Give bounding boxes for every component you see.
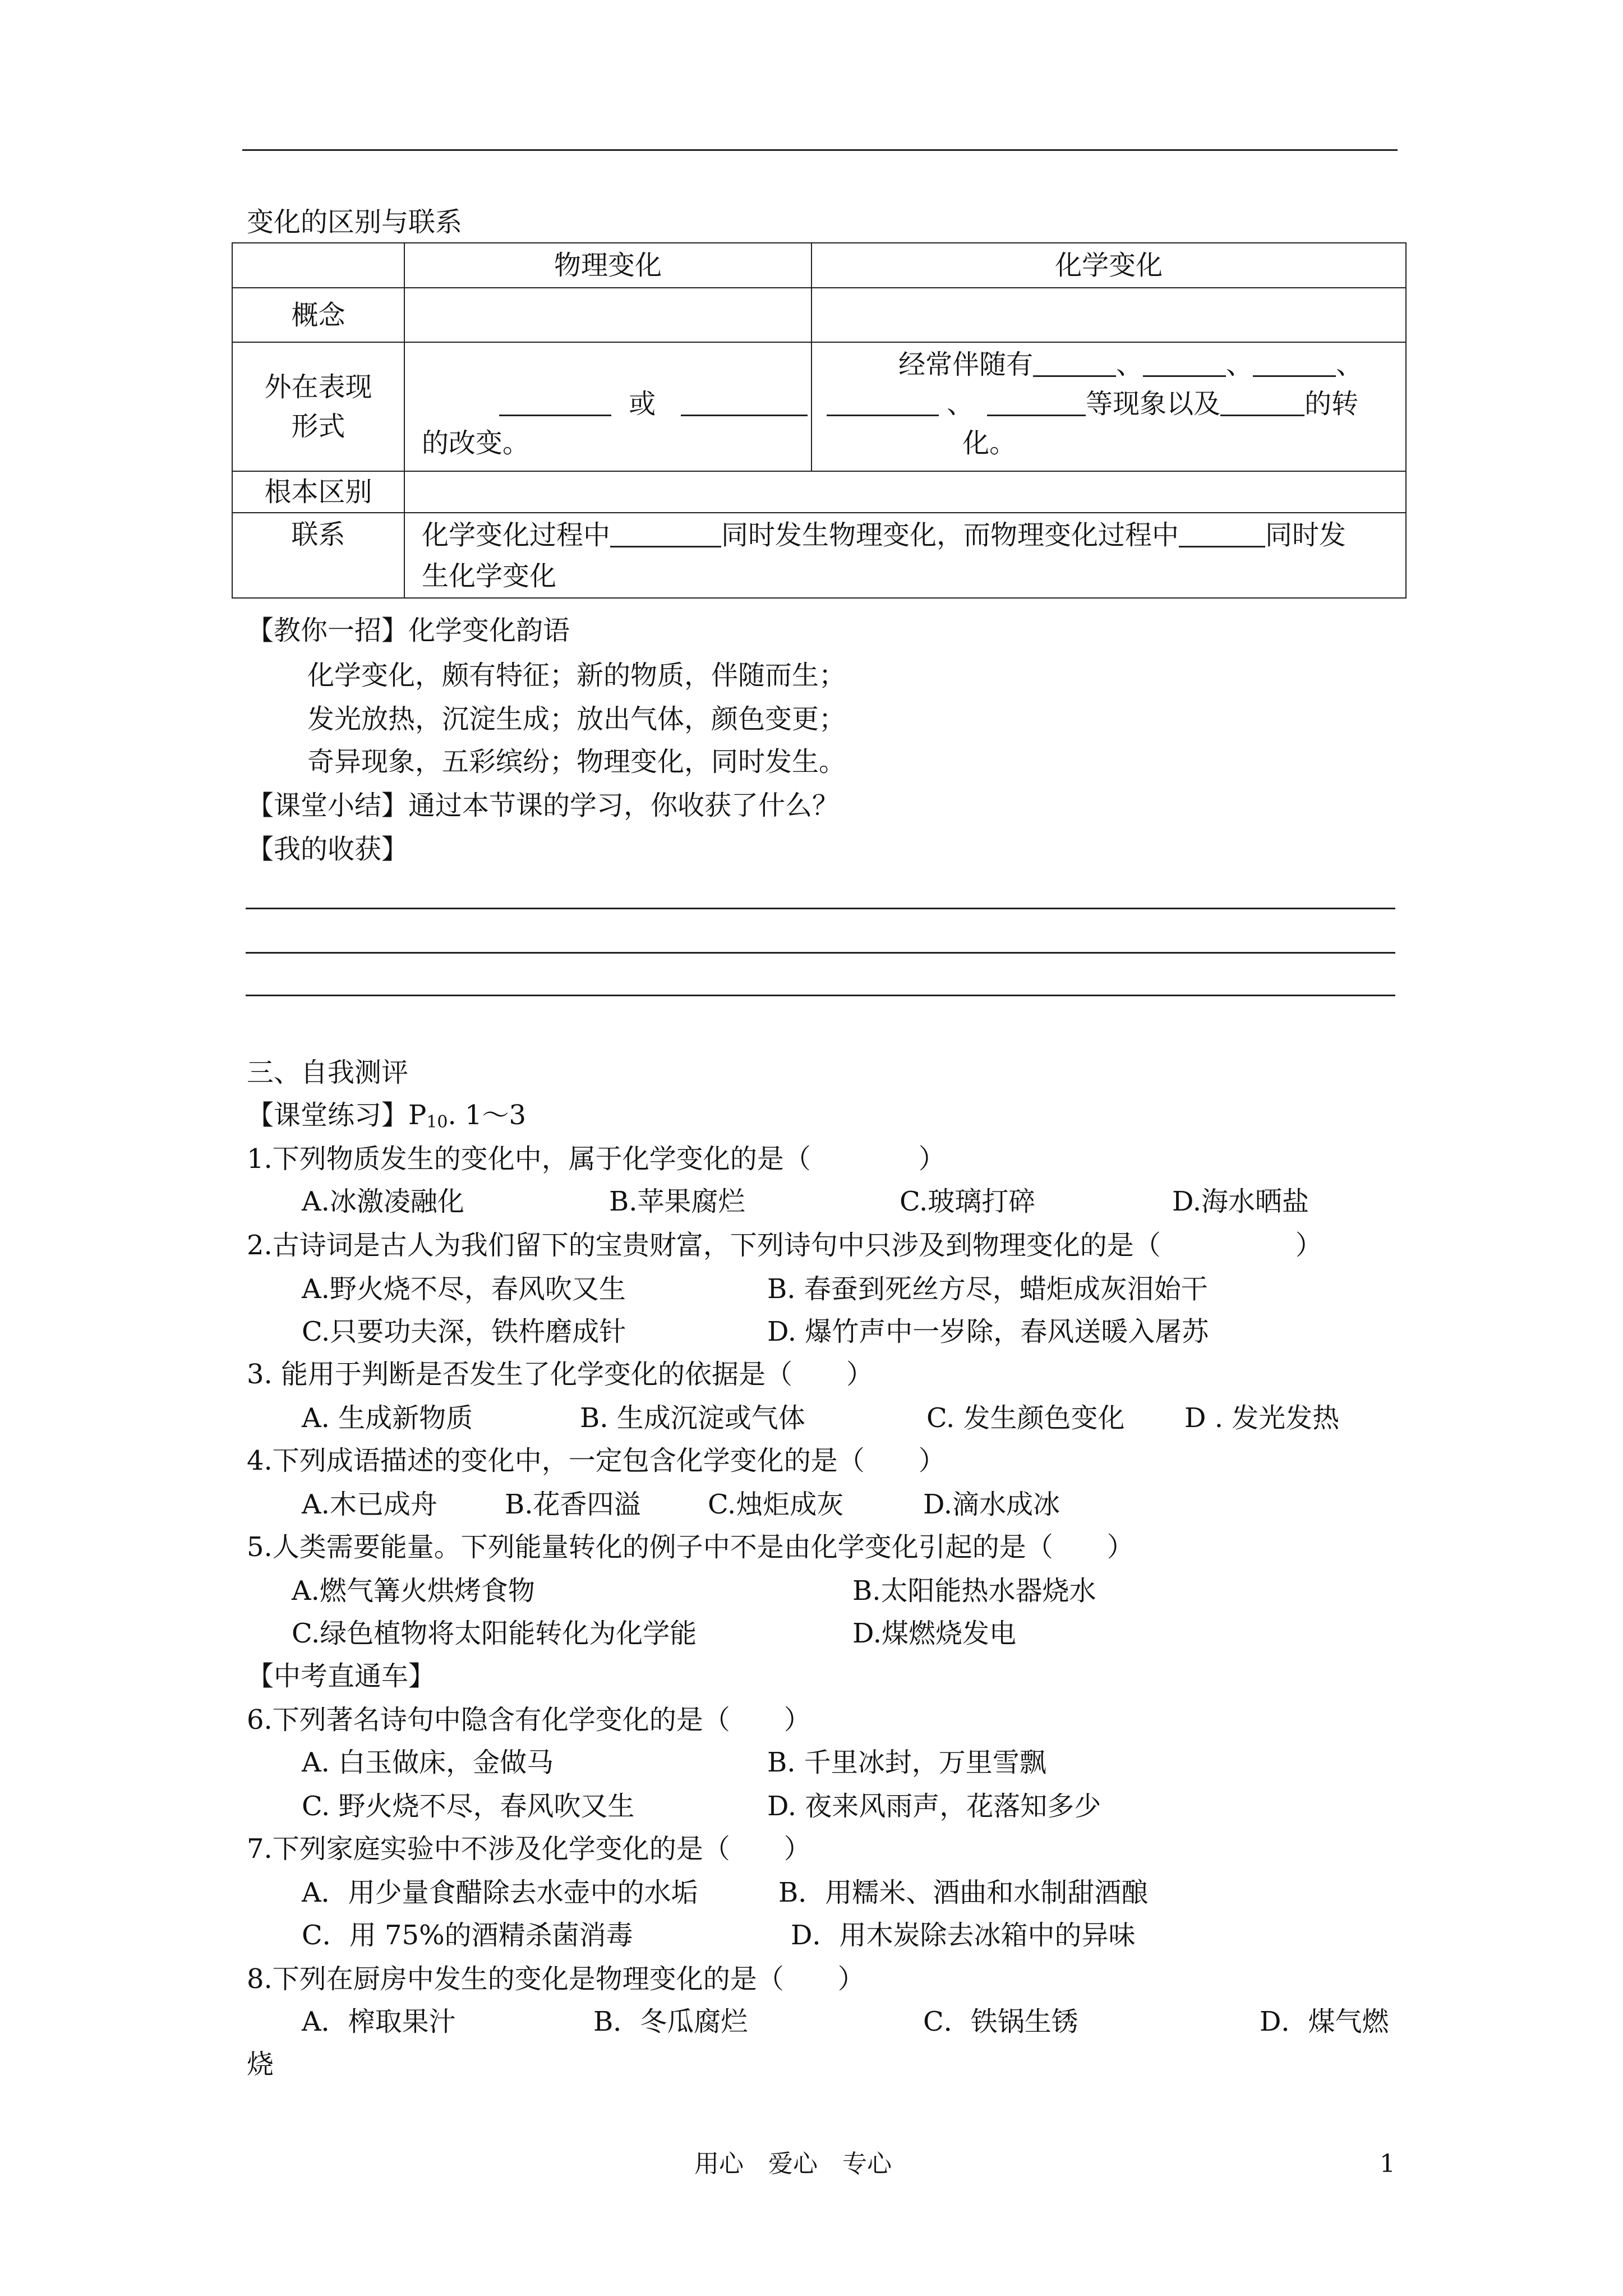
appearance-physical-cell [404, 342, 811, 471]
blank-chemical-2[interactable] [1143, 351, 1226, 377]
separator-text: 、 [947, 388, 974, 420]
header-rule [242, 149, 1398, 151]
q3-option-c[interactable]: C. 发生颜色变化 [926, 1402, 1125, 1434]
exam-heading: 【中考直通车】 [247, 1660, 436, 1692]
difference-cell [404, 471, 1406, 513]
q3-option-a[interactable]: A. 生成新物质 [302, 1402, 473, 1434]
answer-line-3[interactable] [246, 995, 1395, 996]
q3-option-d[interactable]: D . 发光发热 [1184, 1402, 1340, 1434]
relation-text-c: 同时发 [1265, 519, 1346, 551]
blank-chemical-3[interactable] [1253, 351, 1336, 377]
comparison-table [232, 242, 1407, 599]
physical-or-text: 或 [629, 388, 656, 420]
row-label-concept: 概念 [232, 288, 404, 342]
page-number: 1 [1380, 2150, 1395, 2178]
q7-option-c[interactable]: C．用 75%的酒精杀菌消毒 [302, 1920, 633, 1951]
q8-option-d[interactable]: D．煤气燃 [1260, 2006, 1389, 2037]
q7-option-d[interactable]: D．用木炭除去冰箱中的异味 [791, 1920, 1136, 1951]
q7-option-a[interactable]: A．用少量食醋除去水壶中的水垢 [302, 1877, 698, 1908]
row-label-appearance-line2: 形式 [291, 411, 345, 442]
row-label-relation-text: 联系 [291, 519, 345, 550]
blank-chemical-1[interactable] [1033, 351, 1116, 377]
appearance-chemical-cell [811, 342, 1406, 471]
practice-subscript: 10 [426, 1112, 448, 1132]
q2-option-b[interactable]: B. 春蚕到死丝方尽，蜡炬成灰泪始干 [767, 1273, 1208, 1305]
section-title: 变化的区别与联系 [247, 206, 463, 238]
row-label-difference: 根本区别 [232, 471, 404, 513]
q4-option-d[interactable]: D.滴水成冰 [923, 1489, 1061, 1520]
chemical-mid-text: 等现象以及 [1086, 388, 1221, 420]
table-corner-cell [232, 243, 404, 288]
q6-option-d[interactable]: D. 夜来风雨声，花落知多少 [767, 1791, 1101, 1822]
question-6: 6.下列著名诗句中隐含有化学变化的是（ ） [247, 1704, 811, 1736]
concept-physical-cell [404, 288, 811, 342]
blank-physical-1[interactable] [499, 390, 611, 416]
chemical-end-text: 的转 [1304, 388, 1359, 420]
q8-option-b[interactable]: B．冬瓜腐烂 [593, 2006, 748, 2037]
q8-option-a[interactable]: A．榨取果汁 [302, 2006, 456, 2037]
answer-line-1[interactable] [246, 908, 1395, 909]
separator-text: 、 [1336, 349, 1363, 380]
self-test-title: 三、自我测评 [247, 1057, 409, 1088]
q5-option-b[interactable]: B.太阳能热水器烧水 [852, 1575, 1096, 1607]
tip-line-1: 化学变化，颇有特征；新的物质，伴随而生； [307, 660, 846, 691]
separator-text: 、 [1226, 349, 1253, 380]
q4-option-a[interactable]: A.木已成舟 [302, 1489, 437, 1520]
q8-option-c[interactable]: C．铁锅生锈 [923, 2006, 1078, 2037]
answer-line-2[interactable] [246, 952, 1395, 954]
q5-option-a[interactable]: A.燃气篝火烘烤食物 [292, 1575, 535, 1607]
question-3: 3. 能用于判断是否发生了化学变化的依据是（ ） [247, 1359, 874, 1390]
header-physical: 物理变化 [404, 243, 811, 288]
harvest-heading: 【我的收获】 [247, 834, 409, 865]
question-8: 8.下列在厨房中发生的变化是物理变化的是（ ） [247, 1963, 865, 1995]
q4-option-b[interactable]: B.花香四溢 [505, 1489, 641, 1520]
q1-option-a[interactable]: A.冰激凌融化 [302, 1186, 464, 1217]
question-4: 4.下列成语描述的变化中，一定包含化学变化的是（ ） [247, 1445, 946, 1476]
blank-relation-2[interactable] [1179, 521, 1265, 547]
q5-option-c[interactable]: C.绿色植物将太阳能转化为化学能 [292, 1618, 697, 1649]
q1-option-b[interactable]: B.苹果腐烂 [609, 1186, 745, 1217]
q1-option-c[interactable]: C.玻璃打碎 [900, 1186, 1036, 1217]
row-label-relation [232, 513, 404, 598]
q3-option-b[interactable]: B. 生成沉淀或气体 [580, 1402, 805, 1434]
blank-relation-1[interactable] [610, 521, 721, 547]
physical-tail-text: 的改变。 [421, 427, 529, 459]
blank-chemical-4[interactable] [827, 390, 939, 416]
question-5: 5.人类需要能量。下列能量转化的例子中不是由化学变化引起的是（ ） [247, 1531, 1134, 1563]
blank-chemical-6[interactable] [1220, 390, 1304, 416]
relation-text-a: 化学变化过程中 [421, 519, 610, 551]
row-label-appearance [232, 342, 404, 471]
chemical-prefix-text: 经常伴随有 [898, 349, 1034, 380]
q2-option-d[interactable]: D. 爆竹声中一岁除，春风送暖入屠苏 [767, 1316, 1209, 1347]
relation-text-b: 同时发生物理变化，而物理变化过程中 [721, 519, 1179, 551]
row-label-appearance-line1: 外在表现 [264, 371, 372, 403]
q5-option-d[interactable]: D.煤燃烧发电 [852, 1618, 1017, 1649]
blank-chemical-5[interactable] [987, 390, 1086, 416]
relation-cell [404, 513, 1406, 598]
q2-option-c[interactable]: C.只要功夫深，铁杵磨成针 [302, 1316, 626, 1347]
question-7: 7.下列家庭实验中不涉及化学变化的是（ ） [247, 1833, 811, 1865]
q4-option-c[interactable]: C.烛炬成灰 [708, 1489, 844, 1520]
separator-text: 、 [1116, 349, 1144, 380]
question-1: 1.下列物质发生的变化中，属于化学变化的是（ ） [247, 1143, 946, 1175]
practice-prefix: 【课堂练习】P [247, 1099, 427, 1131]
summary-prompt: 【课堂小结】通过本节课的学习，你收获了什么？ [247, 790, 840, 821]
tip-heading: 【教你一招】化学变化韵语 [247, 615, 570, 646]
question-2: 2.古诗词是古人为我们留下的宝贵财富，下列诗句中只涉及到物理变化的是（ ） [247, 1230, 1322, 1261]
q8-option-d-wrap: 烧 [247, 2049, 274, 2080]
header-chemical: 化学变化 [811, 243, 1406, 288]
practice-suffix: . 1～3 [448, 1099, 527, 1131]
practice-heading [247, 1099, 527, 1132]
tip-line-3: 奇异现象，五彩缤纷；物理变化，同时发生。 [307, 746, 846, 777]
chemical-tail-text: 化。 [962, 427, 1017, 459]
concept-chemical-cell [811, 288, 1406, 342]
q6-option-c[interactable]: C. 野火烧不尽，春风吹又生 [302, 1791, 635, 1822]
relation-text-d: 生化学变化 [421, 560, 556, 592]
blank-physical-2[interactable] [681, 390, 808, 416]
q1-option-d[interactable]: D.海水晒盐 [1172, 1186, 1310, 1217]
q7-option-b[interactable]: B．用糯米、酒曲和水制甜酒酿 [778, 1877, 1149, 1908]
q6-option-b[interactable]: B. 千里冰封，万里雪飘 [767, 1747, 1046, 1778]
q2-option-a[interactable]: A.野火烧不尽，春风吹又生 [302, 1273, 626, 1305]
footer-motto: 用心 爱心 专心 [694, 2150, 892, 2178]
q6-option-a[interactable]: A. 白玉做床，金做马 [302, 1747, 554, 1778]
tip-line-2: 发光放热，沉淀生成；放出气体，颜色变更； [307, 703, 846, 735]
